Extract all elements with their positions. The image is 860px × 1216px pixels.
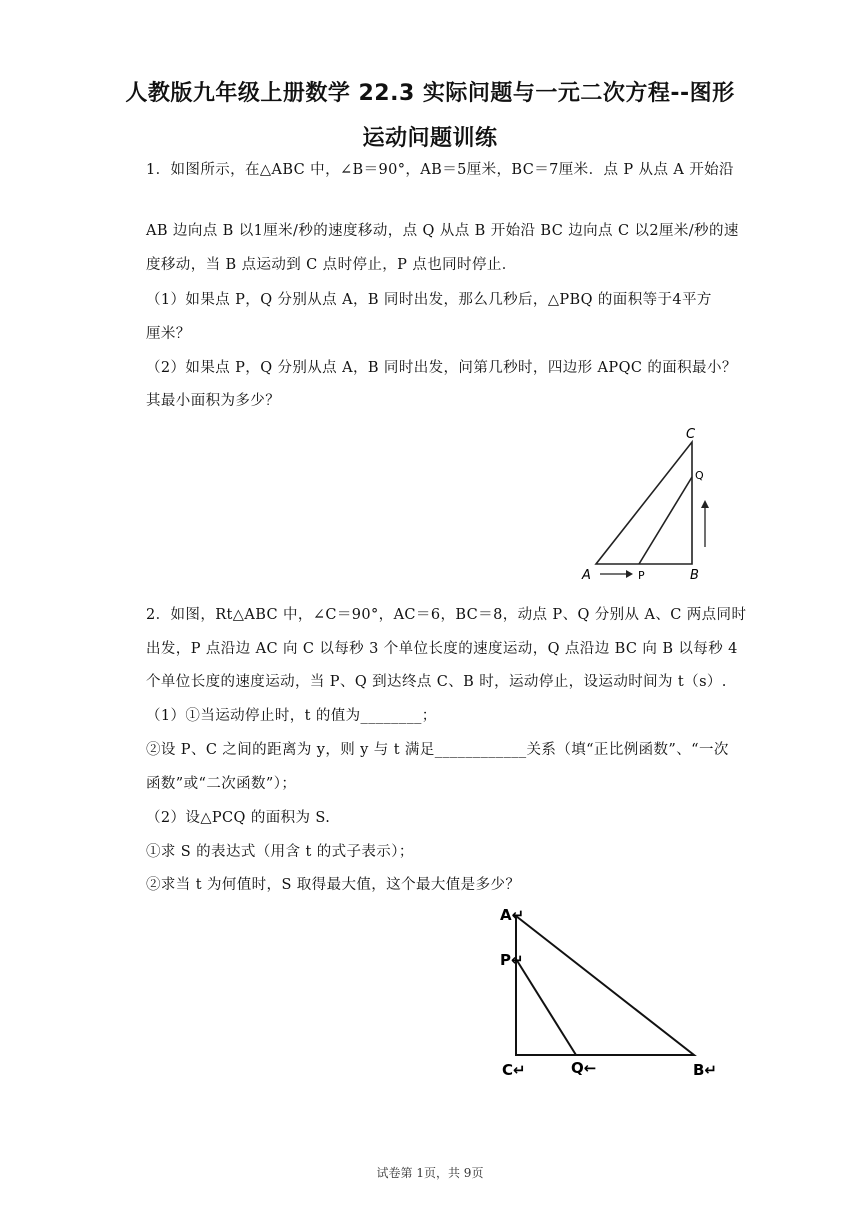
label-a: A↵ bbox=[500, 906, 525, 924]
label-c: C↵ bbox=[502, 1061, 526, 1079]
q1-triangle-figure bbox=[578, 422, 718, 592]
label-q: Q← bbox=[571, 1059, 597, 1077]
segment-pq bbox=[639, 477, 692, 564]
q2-line: 2．如图，Rt△ABC 中，∠C＝90°，AC＝6，BC＝8，动点 P、Q 分别从 A、C 两点同时 bbox=[146, 607, 747, 623]
q2-line: （2）设△PCQ 的面积为 S. bbox=[146, 810, 331, 826]
label-b: B bbox=[690, 568, 699, 583]
page-footer: 试卷第 1页，共 9页 bbox=[376, 1166, 484, 1180]
q1-line: AB 边向点 B 以1厘米/秒的速度移动，点 Q 从点 B 开始沿 BC 边向点 C 以2厘米/秒的速 bbox=[146, 223, 739, 239]
label-p: P↵ bbox=[500, 951, 524, 969]
label-c: C bbox=[686, 427, 696, 442]
arrow-up-icon bbox=[701, 500, 709, 508]
q2-line: 个单位长度的速度运动，当 P、Q 到达终点 C、B 时，运动停止，设运动时间为 t（s）. bbox=[146, 674, 727, 690]
doc-title-line1: 人教版九年级上册数学 22.3 实际问题与一元二次方程--图形 bbox=[125, 81, 735, 106]
q2-line: 函数”或“二次函数”）； bbox=[146, 776, 297, 792]
q2-line: 出发，P 点沿边 AC 向 C 以每秒 3 个单位长度的速度运动，Q 点沿边 BC 向 B 以每秒 4 bbox=[146, 641, 738, 657]
arrow-right-icon bbox=[626, 570, 633, 578]
q2-right-triangle-figure bbox=[497, 902, 727, 1082]
doc-title-line2: 运动问题训练 bbox=[362, 126, 498, 151]
q1-line: 厘米？ bbox=[146, 326, 191, 342]
q2-line: （1）①当运动停止时，t 的值为________； bbox=[146, 708, 437, 724]
q2-line: ②求当 t 为何值时，S 取得最大值，这个最大值是多少？ bbox=[146, 877, 521, 893]
label-p: P bbox=[638, 569, 645, 582]
q2-line: ①求 S 的表达式（用含 t 的式子表示）； bbox=[146, 844, 414, 860]
q1-line: 度移动，当 B 点运动到 C 点时停止，P 点也同时停止． bbox=[146, 257, 517, 273]
q1-line: （1）如果点 P，Q 分别从点 A，B 同时出发，那么几秒后，△PBQ 的面积等于4平方 bbox=[146, 292, 712, 308]
label-b: B↵ bbox=[693, 1061, 718, 1079]
label-a: A bbox=[582, 568, 591, 583]
label-q: Q bbox=[695, 469, 704, 482]
q1-line: 其最小面积为多少？ bbox=[146, 393, 281, 409]
q2-line: ②设 P、C 之间的距离为 y，则 y 与 t 满足____________关系（填“正比例函数”、“一次 bbox=[146, 742, 729, 758]
q1-line: （2）如果点 P，Q 分别从点 A，B 同时出发，问第几秒时，四边形 APQC 的面积最小？ bbox=[146, 360, 737, 376]
q1-line: 1．如图所示，在△ABC 中，∠B＝90°，AB＝5厘米，BC＝7厘米．点 P 从点 A 开始沿 bbox=[146, 162, 734, 178]
triangle-abc bbox=[596, 442, 692, 564]
segment-pq bbox=[516, 959, 576, 1055]
triangle-acb bbox=[516, 916, 694, 1055]
